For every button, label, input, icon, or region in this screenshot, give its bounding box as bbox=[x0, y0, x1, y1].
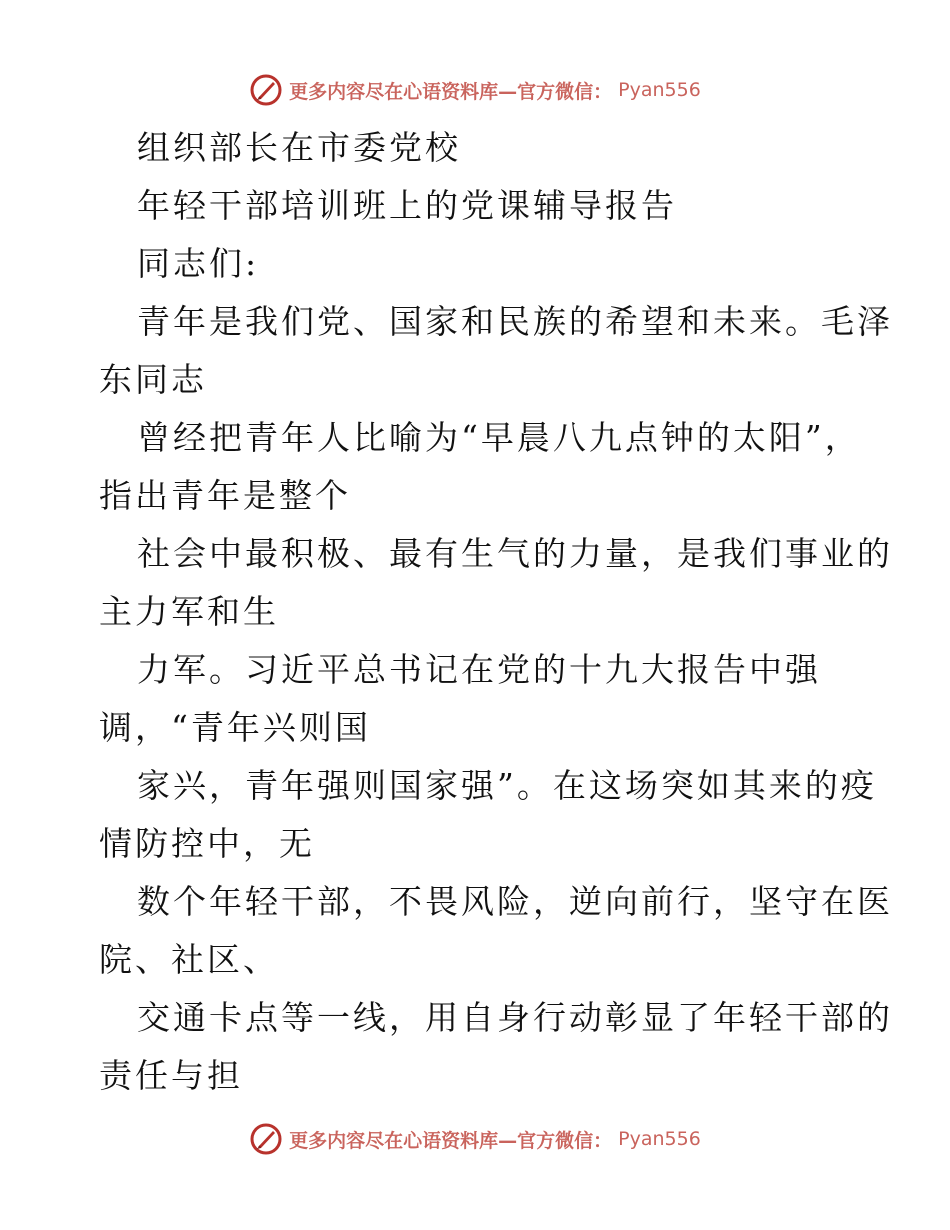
doc-line: 青年是我们党、国家和民族的希望和未来。毛泽 bbox=[137, 302, 893, 341]
doc-line: 情防控中，无 bbox=[99, 824, 315, 863]
doc-line: 东同志 bbox=[99, 360, 207, 399]
banner-slogan: 更多内容尽在心语资料库—官方微信： bbox=[289, 1129, 613, 1152]
doc-line: 曾经把青年人比喻为“早晨八九点钟的太阳”， bbox=[137, 418, 861, 457]
banner-slogan: 更多内容尽在心语资料库—官方微信： bbox=[289, 80, 613, 103]
doc-line: 交通卡点等一线，用自身行动彰显了年轻干部的 bbox=[137, 998, 893, 1037]
doc-line: 社会中最积极、最有生气的力量，是我们事业的 bbox=[137, 534, 893, 573]
doc-title-line-1: 组织部长在市委党校 bbox=[137, 128, 461, 167]
doc-line: 指出青年是整个 bbox=[99, 476, 351, 515]
doc-line: 调，“青年兴则国 bbox=[99, 708, 371, 747]
quill-pen-icon bbox=[249, 1122, 283, 1156]
doc-line: 主力军和生 bbox=[99, 592, 279, 631]
banner-wechat-id: Pyan556 bbox=[618, 1128, 701, 1150]
footer-banner bbox=[0, 1119, 950, 1159]
quill-pen-icon bbox=[249, 73, 283, 107]
header-banner bbox=[0, 70, 950, 110]
banner-wechat-id: Pyan556 bbox=[618, 79, 701, 101]
doc-line: 责任与担 bbox=[99, 1056, 243, 1095]
doc-line: 数个年轻干部，不畏风险，逆向前行，坚守在医 bbox=[137, 882, 893, 921]
doc-salutation: 同志们: bbox=[137, 244, 260, 283]
doc-line: 院、社区、 bbox=[99, 940, 279, 979]
doc-title-line-2: 年轻干部培训班上的党课辅导报告 bbox=[137, 186, 677, 225]
doc-line: 家兴，青年强则国家强”。在这场突如其来的疫 bbox=[137, 766, 877, 805]
doc-line: 力军。习近平总书记在党的十九大报告中强 bbox=[137, 650, 821, 689]
